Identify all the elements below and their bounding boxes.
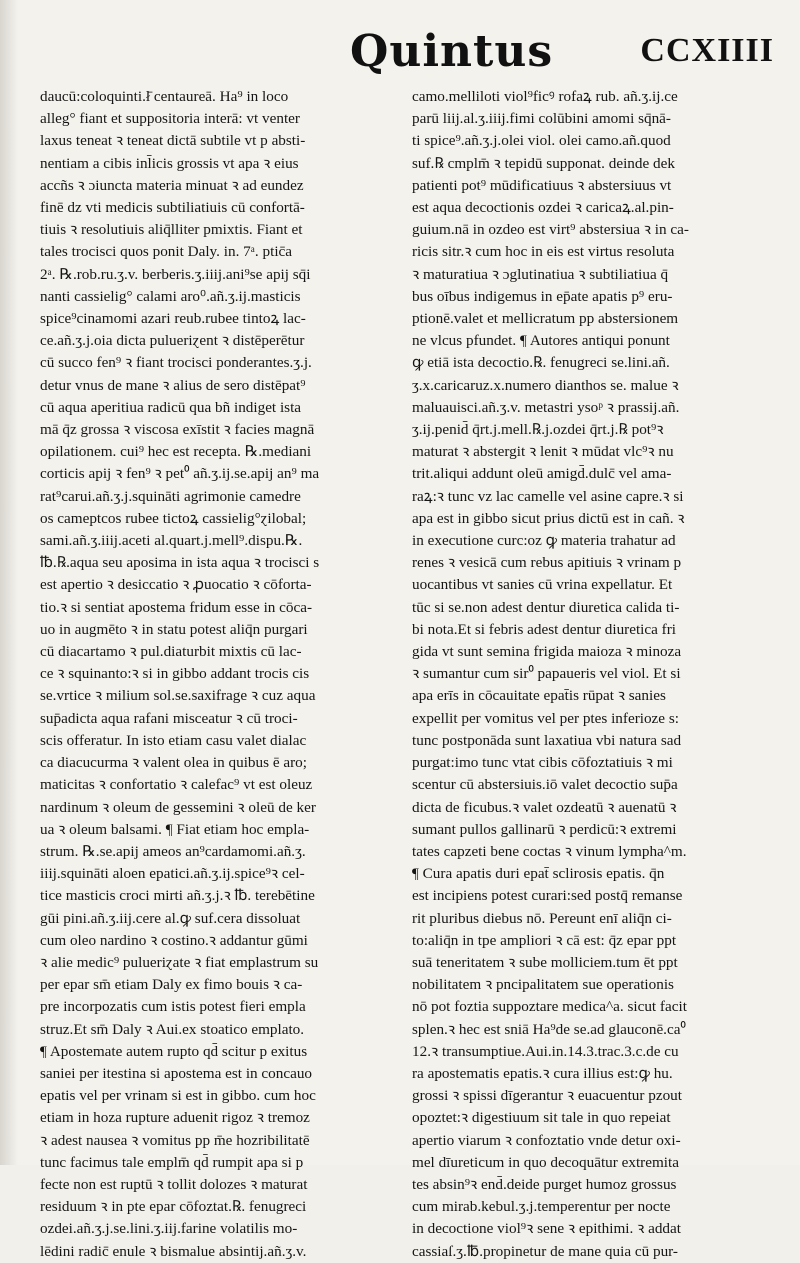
- text-line: etiam in hoza rupture aduenit rigoz ꝛ tremoz: [40, 1109, 310, 1127]
- text-line: raꝝ:ꝛ tunc vz lac camelle vel asine capre.ꝛ si: [412, 487, 684, 505]
- text-line: tice masticis croci mirti añ.ʒ.j.ꝛ ℔. terebētine: [40, 887, 315, 905]
- text-line: grossi ꝛ spissi dīgerantur ꝛ euacuentur pzout: [412, 1087, 682, 1105]
- text-line: struz.Et sm̄ Daly ꝛ Aui.ex stoatico emplato.: [40, 1020, 305, 1038]
- text-line: ℔.℞.aqua seu aposima in ista aqua ꝛ trocisci s: [40, 554, 320, 572]
- text-line: splen.ꝛ hec est sniā Ha⁹de se.ad glauconē.ca⁰: [412, 1020, 686, 1038]
- folio-number: CCXIIII: [640, 32, 774, 69]
- text-line: ce.añ.ʒ.j.oia dicta pulueriɀent ꝛ distēperētur: [40, 332, 305, 350]
- text-line: to:aliq̄n in tpe ampliori ꝛ cā est: q̄z epar ppt: [412, 931, 677, 949]
- text-line: sami.añ.ʒ.iiij.aceti al.quart.j.mell⁹.dispu.℞.: [40, 532, 303, 550]
- text-line: epatis vel per vrinam si est in gibbo. cum hoc: [40, 1087, 316, 1105]
- text-line: tes absin⁹ꝛ end̄.deide purget humoz grossus: [412, 1175, 677, 1193]
- text-line: ꝛ adest nausea ꝛ vomitus pp m̄e hozribilitatē: [40, 1131, 310, 1149]
- text-line: parū liij.al.ʒ.iiij.fimi colūbini amomi sq̄nā-: [412, 110, 671, 128]
- text-line: sumant pullos gallinarū ꝛ perdicū:ꝛ extremi: [412, 820, 677, 838]
- text-line: ra apostematis epatis.ꝛ cura illius est:ꝙ hu.: [412, 1064, 673, 1082]
- text-line: iiij.squināti aloen epatici.añ.ʒ.ij.spice⁹ꝛ cel-: [40, 865, 305, 883]
- text-line: suf.℞ cmplm̄ ꝛ tepidū supponat. deinde dek: [412, 154, 675, 172]
- text-column-right: [412, 86, 784, 1260]
- text-line: apa est in gibbo sicut prius dictū est in cañ. ꝛ: [412, 509, 685, 527]
- text-line: bus oībus indigemus in ep̄ate apatis p⁹ eru-: [412, 287, 673, 305]
- page-header: [0, 18, 800, 88]
- scan-shadow: [0, 0, 18, 1165]
- text-line: residuum ꝛ in pte epar cōfoztat.℞. fenugreci: [40, 1198, 307, 1216]
- text-line: bi nota.Et si febris adest dentur diuretica fri: [412, 620, 677, 638]
- text-line: patienti pot⁹ mūdificatiuus ꝛ abstersiuus vt: [412, 176, 672, 194]
- text-line: corticis apij ꝛ fen⁹ ꝛ pet⁰ añ.ʒ.ij.se.apij an⁹ ma: [40, 465, 320, 483]
- text-line: apertio viarum ꝛ confoztatio vnde detur oxi-: [412, 1131, 681, 1149]
- text-line: nardinum ꝛ oleum de gessemini ꝛ oleū de ker: [40, 798, 316, 816]
- text-line: tales trocisci quos ponit Daly. in. 7ᵃ. ptic̄a: [40, 243, 293, 261]
- text-line: opoztet:ꝛ digestiuum sit tale in quo repeiat: [412, 1109, 671, 1127]
- text-line: camo.melliloti viol⁹ficꝰ rofaꝝ rub. añ.ʒ.ij.ce: [412, 88, 678, 105]
- text-line: purgat:imo tunc vtat cibis cōfoztatiuis ꝛ mi: [412, 754, 673, 772]
- text-line: maturat ꝛ abstergit ꝛ lenit ꝛ mūdat vlc⁹ꝛ nu: [412, 443, 674, 461]
- text-line: cū aqua aperitiua radicū qua bñ indiget ista: [40, 398, 302, 416]
- running-head: Quintus: [350, 26, 554, 77]
- text-line: opilationem. cui⁹ hec est recepta. ℞.mediani: [40, 443, 312, 461]
- text-line: rat⁹carui.añ.ʒ.j.squināti agrimonie camedre: [40, 487, 301, 505]
- text-line: ti spice⁹.añ.ʒ.j.olei viol. olei camo.añ.quod: [412, 132, 671, 150]
- text-line: ꝛ sumantur cum sir⁰ papaueris vel viol. Et si: [412, 665, 681, 683]
- text-line: ʒ.x.caricaruz.x.numero dianthos se. malue ꝛ: [412, 376, 679, 394]
- text-line: guium.nā in ozdeo est virt⁹ abstersiua ꝛ in ca-: [412, 221, 689, 239]
- text-line: ozdei.añ.ʒ.j.se.lini.ʒ.iij.farine volatilis mo-: [40, 1220, 298, 1238]
- text-line: lēdini radic̄ enule ꝛ bismalue absintij.añ.ʒ.v.: [40, 1242, 307, 1260]
- text-line: tiuis ꝛ resolutiuis aliq̄lliter pmixtis. Fiant et: [40, 221, 303, 239]
- text-line: dicta de ficubus.ꝛ valet ozdeatū ꝛ auenatū ꝛ: [412, 798, 677, 816]
- text-line: cum mirab.kebul.ʒ.j.temperentur per nocte: [412, 1198, 671, 1216]
- text-line: maticitas ꝛ confortatio ꝛ calefac⁹ vt est oleuz: [40, 776, 313, 794]
- text-line: sup̄adicta aqua rafani misceatur ꝛ cū troci-: [40, 709, 298, 727]
- text-line: nobilitatem ꝛ pncipalitatem sue operationis: [412, 976, 674, 994]
- text-line: tūc si se.non adest dentur diuretica calida ti-: [412, 598, 680, 616]
- text-line: mel dīureticum in quo decoquātur extremita: [412, 1153, 679, 1171]
- text-line: laxus teneat ꝛ teneat dictā subtile vt p absti-: [40, 132, 306, 150]
- text-line: spice⁹cinamomi azari reub.rubee tintoꝝ lac-: [40, 310, 306, 328]
- text-line: detur vnus de mane ꝛ alius de sero distēpat⁹: [40, 376, 306, 394]
- text-line: ¶ Cura apatis duri epat̄ sclirosis epatis. q̄n: [412, 865, 665, 883]
- text-line: ca diacucurma ꝛ valent olea in quibus ē aro;: [40, 754, 307, 772]
- text-line: nentiam a cibis inl̄icis grossis vt apa ꝛ eius: [40, 154, 299, 172]
- text-line: tio.ꝛ si sentiat apostema fridum esse in cōca-: [40, 598, 313, 616]
- text-line: est aqua decoctionis ozdei ꝛ caricaꝝ.al.pin-: [412, 199, 674, 217]
- text-line: nō pot foztia suppoztare medica^a. sicut facit: [412, 998, 687, 1016]
- text-line: tunc postponāda sunt laxatiua vbi natura sad: [412, 731, 682, 749]
- text-line: cū diacartamo ꝛ pul.diaturbit mixtis cū lac-: [40, 643, 302, 661]
- text-line: apa erīs in cōcauitate epat̄is rūpat ꝛ sanies: [412, 687, 666, 705]
- text-line: ricis sitr.ꝛ cum hoc in eis est virtus resoluta: [412, 243, 675, 261]
- text-line: accñs ꝛ ɔiuncta materia minuat ꝛ ad eundez: [40, 176, 304, 194]
- text-line: trit.aliqui addunt oleū amigd̄.dulc̄ vel ama-: [412, 465, 672, 483]
- text-line: tates capzeti bene coctas ꝛ vinum lympha^m.: [412, 842, 687, 860]
- text-line: scentur cū abstersiuis.iō valet decoctio sup̄a: [412, 776, 678, 794]
- text-line: per epar sm̄ etiam Daly ex fimo bouis ꝛ ca-: [40, 976, 303, 994]
- text-line: gida vt sunt semina frigida maioza ꝛ minoza: [412, 643, 682, 661]
- text-line: scis offeratur. In isto etiam casu valet dialac: [40, 731, 307, 749]
- text-line: alleg° fiant et suppositoria interā: vt venter: [40, 110, 300, 128]
- text-line: gūi pini.añ.ʒ.iij.cere al.ꝙ suf.cera dissoluat: [40, 909, 301, 927]
- text-line: ua ꝛ oleum balsami. ¶ Fiat etiam hoc empla-: [40, 820, 310, 838]
- text-line: cum oleo nardino ꝛ costino.ꝛ addantur gūmi: [40, 931, 308, 949]
- text-line: cassiaſ.ʒ.℔.propinetur de mane quia cū pur-: [412, 1242, 678, 1260]
- text-line: daucū:coloquinti.ł̄ centaureā. Ha⁹ in loco: [40, 88, 289, 105]
- text-line: maluauisci.añ.ʒ.v. metastri ysoᵖ ꝛ prassij.añ.: [412, 398, 680, 416]
- text-line: mā q̄z grossa ꝛ viscosa exīstit ꝛ facies magnā: [40, 421, 315, 439]
- text-line: tunc facimus tale emplm̄ qd̄ rumpit apa si p: [40, 1153, 304, 1171]
- text-column-left: [40, 86, 402, 1260]
- text-line: ptionē.valet et mellicratum pp abstersionem: [412, 310, 679, 328]
- text-line: os cameptcos rubee tictoꝝ cassielig°ɀilobal;: [40, 509, 307, 527]
- text-line: 2ᵃ. ℞.rob.ru.ʒ.v. berberis.ʒ.iiij.ani⁹se apij sq̄i: [40, 265, 311, 283]
- text-line: saniei per itestina si apostema est in concauo: [40, 1064, 313, 1082]
- text-line: pre incorpozatis cum istis potest fieri empla: [40, 998, 306, 1016]
- text-line: 12.ꝛ transumptiue.Aui.in.14.3.trac.3.c.de cu: [412, 1042, 679, 1060]
- text-line: nanti cassielig° calami aro⁰.añ.ʒ.ij.masticis: [40, 287, 301, 305]
- text-line: est apertio ꝛ desiccatio ꝛ ꝓuocatio ꝛ cōforta-: [40, 576, 312, 594]
- text-line: ce ꝛ squinanto:ꝛ si in gibbo addant trocis cis: [40, 665, 310, 683]
- text-line: ꝙ etiā ista decoctio.℞. fenugreci se.lini.añ.: [412, 354, 670, 372]
- text-line: ꝛ maturatiua ꝛ ɔglutinatiua ꝛ subtiliatiua q̄: [412, 265, 669, 283]
- text-line: strum. ℞.se.apij ameos an⁹cardamomi.añ.ʒ.: [40, 842, 306, 860]
- text-line: in executione curc:oz ꝙ materia trahatur ad: [412, 532, 676, 550]
- text-line: rit pluribus diebus nō. Pereunt enī aliq̄n ci-: [412, 909, 672, 927]
- text-line: ꝛ alie medic⁹ pulueriɀate ꝛ fiat emplastrum su: [40, 953, 319, 971]
- text-line: ne vlcus pfundet. ¶ Autores antiqui ponunt: [412, 332, 670, 350]
- text-line: ¶ Apostemate autem rupto qd̄ scitur p exitus: [40, 1042, 308, 1060]
- text-line: fecte non est ruptū ꝛ tollit dolozes ꝛ maturat: [40, 1175, 308, 1193]
- text-line: renes ꝛ vesicā cum rebus apitiuis ꝛ vrinam p: [412, 554, 682, 572]
- text-line: in decoctione viol⁹ꝛ sene ꝛ epithimi. ꝛ addat: [412, 1220, 681, 1238]
- text-line: uocantibus vt sanies cū vrina expellatur. Et: [412, 576, 673, 594]
- text-line: est incipiens potest curari:sed postq̄ remanse: [412, 887, 683, 905]
- text-line: suā teneritatem ꝛ sube molliciem.tum ēt ppt: [412, 953, 678, 971]
- text-line: cū succo fen⁹ ꝛ fiant trocisci ponderantes.ʒ.j.: [40, 354, 312, 372]
- text-line: finē dz vti medicis subtiliatiuis cū confortā-: [40, 199, 305, 217]
- text-line: expellit per vomitus vel per ptes inferioze s:: [412, 709, 679, 727]
- text-line: se.vrtice ꝛ milium sol.se.saxifrage ꝛ cuz aqua: [40, 687, 316, 705]
- text-line: uo in augmēto ꝛ in statu potest aliq̄n purgari: [40, 620, 308, 638]
- text-line: ʒ.ij.penid̄ q̄rt.j.mell.℞.j.ozdei q̄rt.j.℞ pot⁹ꝛ: [412, 421, 664, 439]
